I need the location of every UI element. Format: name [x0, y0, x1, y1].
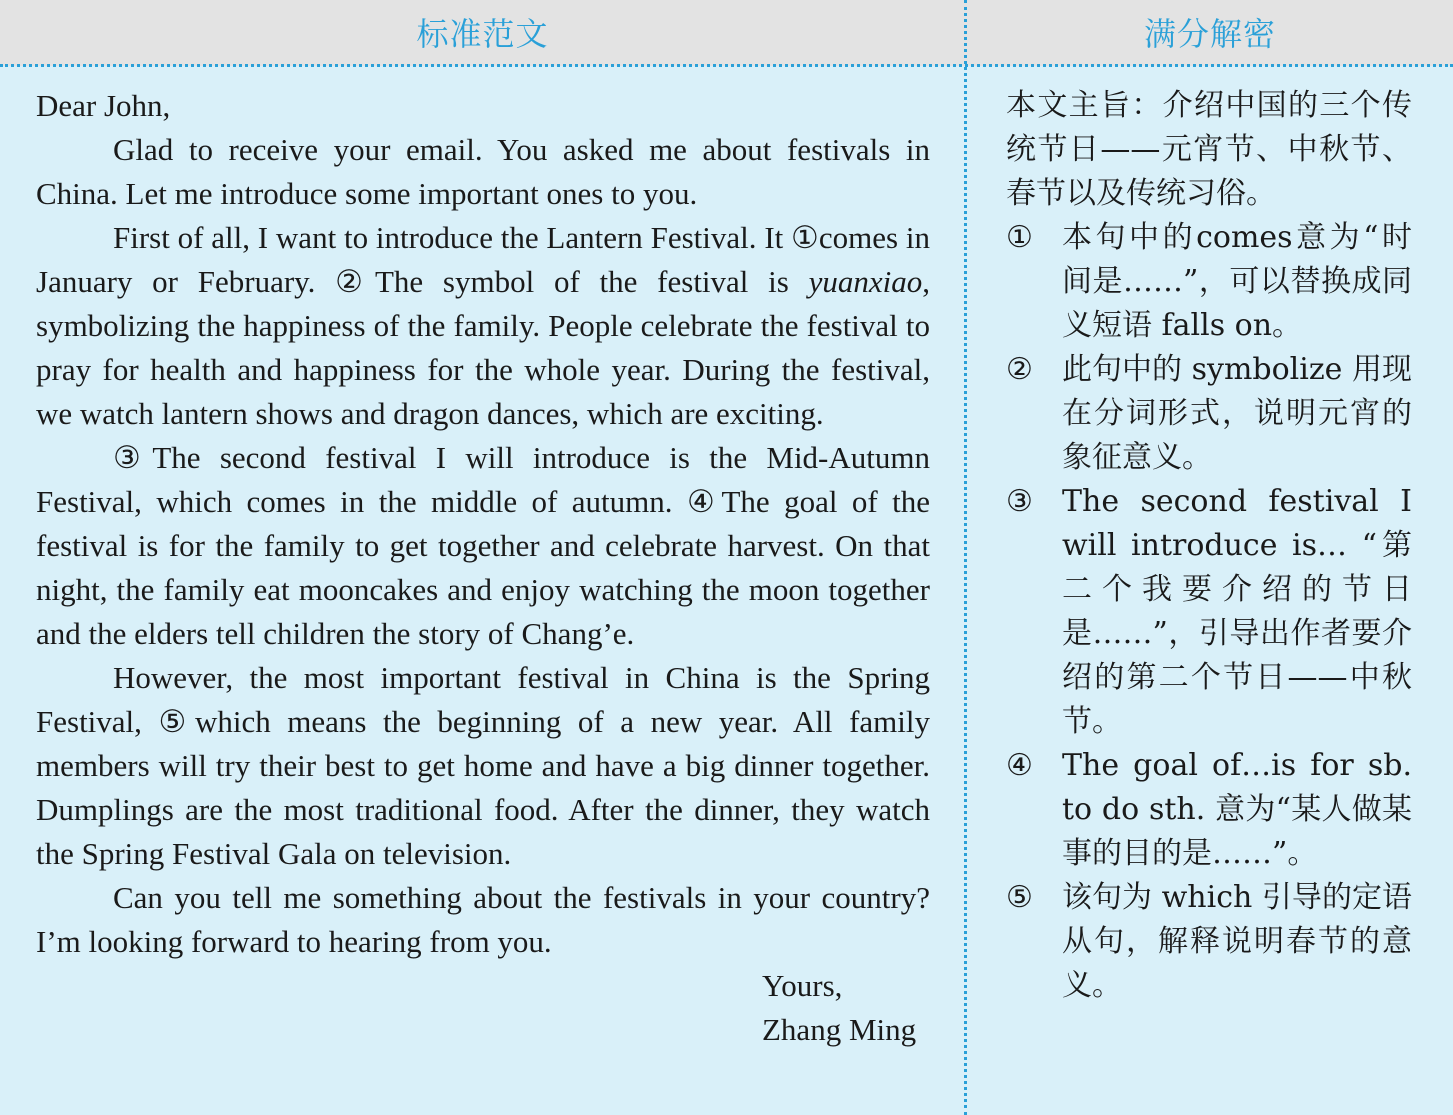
- letter-closing: Yours,: [762, 968, 843, 1003]
- note-item-1: [1006, 216, 1412, 348]
- letter-paragraph-5: Can you tell me something about the festivals in your country? I’m looking forward to hearing from you.: [36, 880, 930, 959]
- letter-paragraph-2: [36, 216, 930, 436]
- note-number: ①: [1006, 220, 1033, 255]
- letter-italic-term: yuanxiao: [808, 264, 923, 299]
- notes-list: [1006, 216, 1412, 1008]
- header-divider: [0, 64, 1453, 67]
- letter-salutation: Dear John,: [36, 88, 171, 123]
- note-number: ⑤: [1006, 880, 1033, 915]
- note-text: 本句中的comes意为“时间是……”，可以替换成同义短语 falls on。: [1062, 220, 1412, 343]
- note-text: 该句为 which 引导的定语从句，解释说明春节的意义。: [1062, 880, 1412, 1003]
- note-text: The second festival I will introduce is… “第二个我要介绍的节日是……”，引导出作者要介绍的第二个节日——中秋节。: [1062, 484, 1412, 739]
- note-number: ④: [1006, 748, 1033, 783]
- analysis-notes: [1006, 84, 1412, 1008]
- note-number: ②: [1006, 352, 1033, 387]
- note-text: The goal of…is for sb. to do sth. 意为“某人做某事的目的是……”。: [1062, 748, 1412, 871]
- letter-paragraph-4: However, the most important festival in China is the Spring Festival, ⑤which means the beginning of a new year. All family members will try their best to get home and have a big dinner together. Dumplings are the most traditional food. After the dinner, they watch the Spring Festival Gala on television.: [36, 660, 930, 871]
- note-item-3: [1006, 480, 1412, 744]
- note-number: ③: [1006, 484, 1033, 519]
- note-item-4: [1006, 744, 1412, 876]
- model-essay-letter: [36, 84, 930, 1052]
- letter-paragraph-3: ③The second festival I will introduce is the Mid-Autumn Festival, which comes in the middle of autumn. ④The goal of the festival is for the family to get together and celebrate harvest. On that night, the family eat mooncakes and enjoy watching the moon together and the elders tell children the story of Chang’e.: [36, 440, 930, 651]
- notes-summary: 本文主旨：介绍中国的三个传统节日——元宵节、中秋节、春节以及传统习俗。: [1006, 88, 1412, 211]
- letter-signature: Zhang Ming: [762, 1012, 917, 1047]
- letter-paragraph-2-part-b: , symbolizing the happiness of the family. People celebrate the festival to pray for health and happiness for the whole year. During the festival, we watch lantern shows and dragon dances, which are exciting.: [36, 264, 930, 431]
- column-divider: [964, 0, 967, 1115]
- note-item-2: [1006, 348, 1412, 480]
- header-bar: [0, 0, 1453, 66]
- letter-paragraph-1: Glad to receive your email. You asked me about festivals in China. Let me introduce some important ones to you.: [36, 132, 930, 211]
- model-essay-title: 标准范文: [416, 15, 549, 53]
- letter-paragraph-2-part-a: First of all, I want to introduce the Lantern Festival. It ①comes in January or February. ②The symbol of the festival is: [36, 220, 930, 299]
- note-item-5: [1006, 876, 1412, 1008]
- analysis-title: 满分解密: [1143, 15, 1276, 53]
- note-text: 此句中的 symbolize 用现在分词形式，说明元宵的象征意义。: [1062, 352, 1412, 475]
